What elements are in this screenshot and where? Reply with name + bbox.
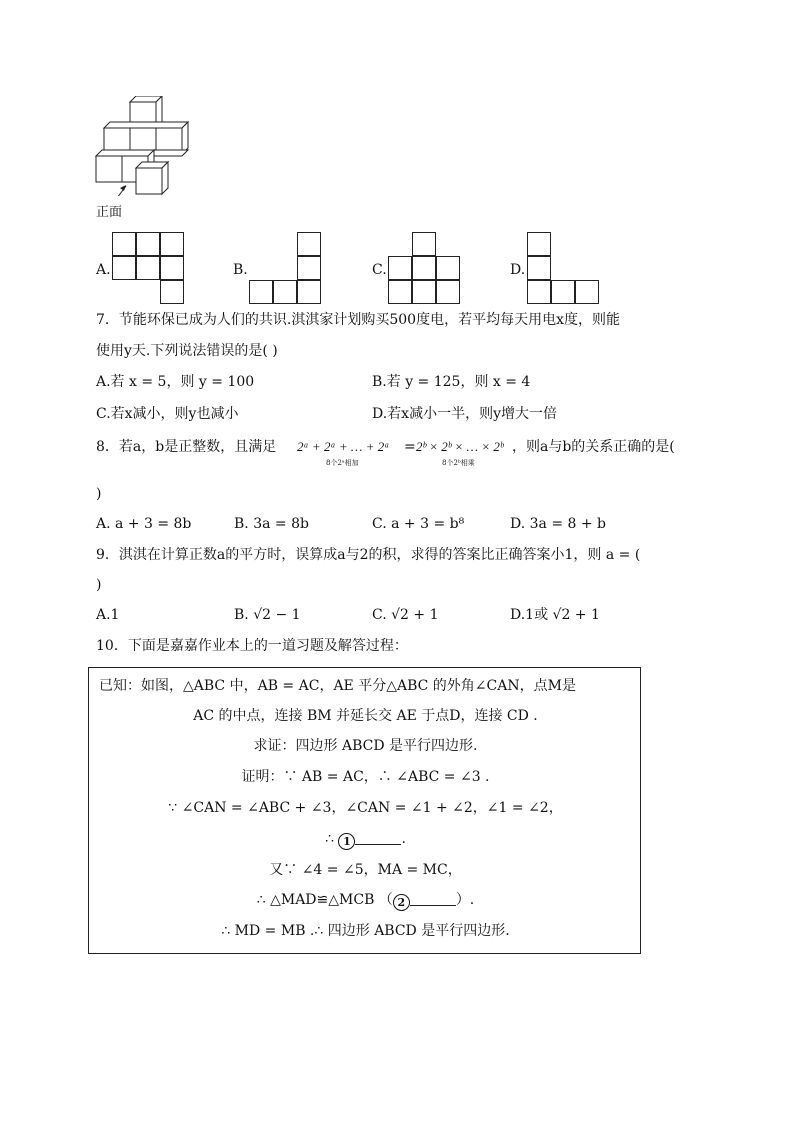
q6-option-d-view xyxy=(527,232,602,307)
q7-option-a: A.若 x = 5，则 y = 100 xyxy=(96,374,255,390)
q8-option-a: A. a + 3 = 8b xyxy=(96,516,192,532)
cube-stack-figure xyxy=(92,96,192,196)
q9-option-c: C. √2 + 1 xyxy=(372,607,439,623)
front-label: 正面 xyxy=(96,205,123,220)
q7-option-c: C.若x减小，则y也减小 xyxy=(96,406,239,422)
proof-line-8 xyxy=(89,890,642,911)
q8-option-b: B. 3a = 8b xyxy=(234,516,309,532)
blank-1[interactable] xyxy=(355,830,401,845)
q8-right-note: 8个2ᵇ相乘 xyxy=(442,459,475,467)
q8-stem-close: ) xyxy=(96,486,102,502)
q8-option-c: C. a + 3 = b⁸ xyxy=(372,516,465,532)
q8-left-expression: 2ᵃ + 2ᵃ + … + 2ᵃ xyxy=(297,439,390,454)
blank-1-marker: 1 xyxy=(338,833,355,850)
q9-option-a: A.1 xyxy=(96,607,120,623)
q6-option-a-view xyxy=(112,232,187,307)
proof-line-7: 又∵ ∠4 = ∠5，MA = MC， xyxy=(269,862,462,878)
blank-2-tail: ）. xyxy=(455,892,475,908)
q9-stem: 9．淇淇在计算正数a的平方时，误算成a与2的积，求得的答案比正确答案小1，则 a = ( xyxy=(96,547,641,563)
q6-option-c-label: C. xyxy=(372,262,387,278)
q9-option-d: D.1或 √2 + 1 xyxy=(510,607,600,623)
q8-right-expression: 2ᵇ × 2ᵇ × … × 2ᵇ xyxy=(416,439,504,454)
therefore-symbol: ∴ xyxy=(325,831,334,847)
proof-line-6 xyxy=(89,829,642,850)
proof-line-5: ∵ ∠CAN = ∠ABC + ∠3，∠CAN = ∠1 + ∠2，∠1 = ∠2， xyxy=(168,800,563,816)
proof-line-3: 求证：四边形 ABCD 是平行四边形. xyxy=(253,738,478,754)
q9-option-b: B. √2 − 1 xyxy=(234,607,301,623)
q6-option-d-label: D. xyxy=(510,262,526,278)
q7-option-d: D.若x减小一半，则y增大一倍 xyxy=(372,406,557,422)
q10-proof-box xyxy=(88,667,641,954)
q6-option-a-label: A. xyxy=(96,262,111,278)
proof-line-9: ∴ MD = MB .∴ 四边形 ABCD 是平行四边形. xyxy=(221,923,510,939)
q9-stem-close: ) xyxy=(96,577,102,593)
q8-equals: = xyxy=(404,439,416,455)
blank-2-marker: 2 xyxy=(393,894,410,911)
q7-stem-line1: 7．节能环保已成为人们的共识.淇淇家计划购买500度电，若平均每天用电x度，则能 xyxy=(96,312,620,328)
q7-option-b: B.若 y = 125，则 x = 4 xyxy=(372,374,531,390)
q8-stem-prefix: 8．若a，b是正整数，且满足 xyxy=(96,439,277,455)
q8-left-note: 8个2ᵃ相加 xyxy=(326,459,359,467)
q7-stem-line2: 使用y天.下列说法错误的是( ) xyxy=(96,343,278,359)
blank-2[interactable] xyxy=(410,891,456,906)
q10-stem: 10．下面是嘉嘉作业本上的一道习题及解答过程： xyxy=(96,638,408,654)
congruence-text: ∴ △MAD≌△MCB （ xyxy=(256,892,393,908)
q6-option-b-view xyxy=(249,232,324,307)
q8-option-d: D. 3a = 8 + b xyxy=(510,516,607,532)
proof-line-1: 已知：如图，△ABC 中，AB = AC，AE 平分△ABC 的外角∠CAN，点M是 xyxy=(99,678,576,694)
q6-option-b-label: B. xyxy=(233,262,248,278)
proof-line-2: AC 的中点，连接 BM 并延长交 AE 于点D，连接 CD . xyxy=(193,708,538,724)
q8-stem-suffix: ，则a与b的关系正确的是( xyxy=(512,439,675,455)
q6-option-c-view xyxy=(388,232,463,307)
proof-line-4: 证明：∵ AB = AC，∴ ∠ABC = ∠3 . xyxy=(241,769,490,785)
blank-1-tail: . xyxy=(401,831,406,847)
